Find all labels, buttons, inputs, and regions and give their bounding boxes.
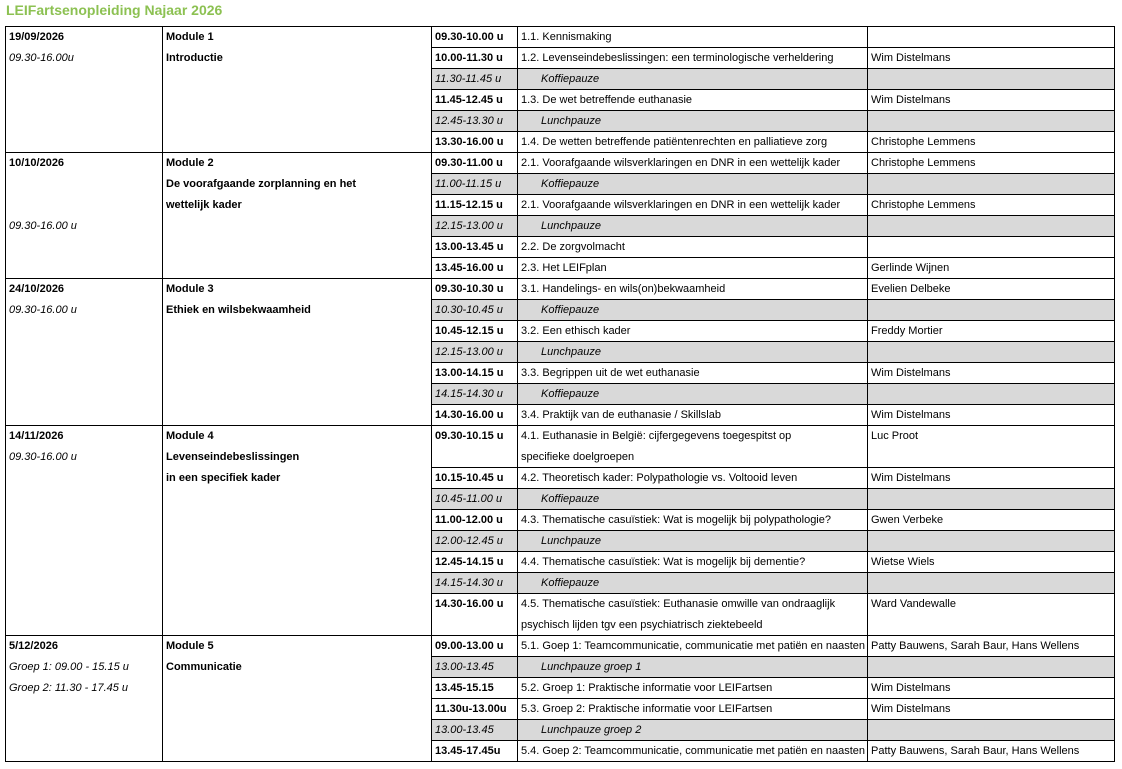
module-name-cell <box>162 153 432 278</box>
module-label: Module 4 <box>166 430 214 442</box>
session-time: 12.45-14.15 u <box>435 556 504 568</box>
session-subject: Lunchpauze groep 1 <box>541 661 642 673</box>
module-date-cell <box>6 153 162 278</box>
session-time: 09.00-13.00 u <box>435 640 504 652</box>
module-name: Communicatie <box>166 661 242 673</box>
session-subject-cell <box>517 153 867 173</box>
session-speaker-cell <box>867 573 1114 593</box>
session-speaker: Evelien Delbeke <box>871 283 951 295</box>
session-subject-cell <box>517 510 867 530</box>
session-time: 11.15-12.15 u <box>435 199 503 211</box>
module-name-cell <box>162 636 432 761</box>
session-row <box>431 131 1115 153</box>
session-subject-cell <box>517 216 867 236</box>
session-subject: 1.1. Kennismaking <box>521 31 612 43</box>
module-name: De voorafgaande zorplanning en het <box>166 178 357 190</box>
session-speaker <box>871 489 1114 510</box>
session-subject: specifieke doelgroepen <box>521 451 635 463</box>
module-time: 09.30-16.00u <box>9 52 74 64</box>
session-row <box>431 320 1115 342</box>
session-row <box>431 26 1115 48</box>
module-time: Groep 2: 11.30 - 17.45 u <box>9 682 129 694</box>
session-subject-cell <box>517 531 867 551</box>
session-subject-cell <box>517 237 867 257</box>
session-speaker-cell <box>867 90 1114 110</box>
session-speaker: Wim Distelmans <box>871 472 951 484</box>
module-date: 24/10/2026 <box>9 283 65 295</box>
session-time: 09.30-10.15 u <box>435 430 504 442</box>
module-name: Levenseindebeslissingen <box>166 451 300 463</box>
session-subject-cell <box>517 48 867 68</box>
session-subject: Koffiepauze <box>541 178 600 190</box>
session-time-cell <box>432 699 517 719</box>
session-subject-cell <box>517 27 867 47</box>
break-row <box>431 68 1115 90</box>
session-subject: Lunchpauze <box>541 220 601 232</box>
session-time: 13.30-16.00 u <box>435 136 504 148</box>
session-speaker <box>871 531 1114 552</box>
break-row <box>431 383 1115 405</box>
session-subject: 2.2. De zorgvolmacht <box>521 241 625 253</box>
session-row <box>431 509 1115 531</box>
session-time: 14.30-16.00 u <box>435 409 504 421</box>
session-time-cell <box>432 363 517 383</box>
session-subject: Koffiepauze <box>541 73 600 85</box>
session-time-cell <box>432 279 517 299</box>
module-label: Module 3 <box>166 283 214 295</box>
break-row <box>431 572 1115 594</box>
session-speaker-cell <box>867 321 1114 341</box>
session-time: 09.30-10.30 u <box>435 283 504 295</box>
session-speaker-cell <box>867 741 1114 761</box>
session-time-cell <box>432 321 517 341</box>
session-subject: 1.3. De wet betreffende euthanasie <box>521 94 693 106</box>
session-speaker-cell <box>867 510 1114 530</box>
session-time: 13.45-15.15 <box>435 682 494 694</box>
session-speaker-cell <box>867 468 1114 488</box>
session-time-cell <box>432 489 517 509</box>
break-row <box>431 530 1115 552</box>
session-subject-cell <box>517 195 867 215</box>
session-time-cell <box>432 678 517 698</box>
session-time-cell <box>432 342 517 362</box>
session-row <box>431 236 1115 258</box>
session-row <box>431 152 1115 174</box>
session-speaker: Christophe Lemmens <box>871 199 976 211</box>
session-speaker <box>871 216 1114 237</box>
session-speaker-cell <box>867 111 1114 131</box>
module-name: wettelijk kader <box>166 199 242 211</box>
session-subject: 4.3. Thematische casuïstiek: Wat is mogelijk bij polypathologie? <box>521 514 831 526</box>
session-row <box>431 425 1115 468</box>
spacer <box>9 174 162 195</box>
module-date: 5/12/2026 <box>9 640 58 652</box>
session-time: 11.45-12.45 u <box>435 94 503 106</box>
session-time-cell <box>432 216 517 236</box>
session-time-cell <box>432 426 517 467</box>
session-speaker <box>871 573 1114 594</box>
session-subject-cell <box>517 132 867 152</box>
session-time: 13.45-17.45u <box>435 745 501 757</box>
session-subject: Lunchpauze <box>541 535 601 547</box>
session-subject: Koffiepauze <box>541 577 600 589</box>
session-subject: 4.4. Thematische casuïstiek: Wat is mogelijk bij dementie? <box>521 556 806 568</box>
session-time-cell <box>432 468 517 488</box>
session-subject: Lunchpauze <box>541 346 601 358</box>
session-subject: psychisch lijden tgv een psychiatrisch ziektebeeld <box>521 619 763 631</box>
module-time: 09.30-16.00 u <box>9 451 77 463</box>
session-subject: 1.2. Levenseindebeslissingen: een terminologische verheldering <box>521 52 834 64</box>
session-speaker <box>871 720 1114 741</box>
session-speaker-cell <box>867 678 1114 698</box>
session-time-cell <box>432 69 517 89</box>
module-block <box>5 425 432 636</box>
session-subject-cell <box>517 258 867 278</box>
session-speaker-cell <box>867 384 1114 404</box>
session-speaker: Luc Proot <box>871 430 919 442</box>
session-speaker <box>871 174 1114 195</box>
session-time: 14.15-14.30 u <box>435 388 503 400</box>
session-speaker-cell <box>867 300 1114 320</box>
session-speaker-cell <box>867 489 1114 509</box>
session-speaker <box>871 27 1114 48</box>
session-time: 10.15-10.45 u <box>435 472 504 484</box>
session-speaker <box>871 69 1114 90</box>
session-subject-cell <box>517 720 867 740</box>
module-name: Ethiek en wilsbekwaamheid <box>166 304 311 316</box>
session-speaker-cell <box>867 720 1114 740</box>
session-speaker: Gwen Verbeke <box>871 514 944 526</box>
session-row <box>431 194 1115 216</box>
session-time: 12.45-13.30 u <box>435 115 503 127</box>
module-block <box>5 152 432 279</box>
session-row <box>431 467 1115 489</box>
break-row <box>431 299 1115 321</box>
session-subject: 5.3. Groep 2: Praktische informatie voor LEIFartsen <box>521 703 773 715</box>
session-subject: 5.1. Goep 1: Teamcommunicatie, communicatie met patiën en naasten <box>521 640 866 652</box>
module-block <box>5 278 432 426</box>
session-time-cell <box>432 237 517 257</box>
session-speaker-cell <box>867 531 1114 551</box>
session-subject: Lunchpauze <box>541 115 601 127</box>
session-time: 14.15-14.30 u <box>435 577 503 589</box>
session-speaker: Freddy Mortier <box>871 325 943 337</box>
session-speaker-cell <box>867 363 1114 383</box>
session-speaker-cell <box>867 258 1114 278</box>
session-speaker: Wim Distelmans <box>871 94 951 106</box>
session-speaker-cell <box>867 699 1114 719</box>
page-title: LEIFartsenopleiding Najaar 2026 <box>6 2 223 18</box>
module-label: Module 1 <box>166 31 214 43</box>
session-time-cell <box>432 636 517 656</box>
session-time: 09.30-11.00 u <box>435 157 503 169</box>
session-row <box>431 635 1115 657</box>
session-time: 12.15-13.00 u <box>435 346 503 358</box>
session-speaker-cell <box>867 342 1114 362</box>
session-speaker-cell <box>867 195 1114 215</box>
session-speaker-cell <box>867 657 1114 677</box>
session-time-cell <box>432 552 517 572</box>
module-name-cell <box>162 426 432 635</box>
session-subject: 2.1. Voorafgaande wilsverklaringen en DNR in een wettelijk kader <box>521 199 841 211</box>
session-subject: Lunchpauze groep 2 <box>541 724 642 736</box>
session-time-cell <box>432 531 517 551</box>
session-speaker <box>871 342 1114 363</box>
session-speaker <box>871 657 1114 678</box>
session-subject: Koffiepauze <box>541 388 600 400</box>
session-subject-cell <box>517 69 867 89</box>
session-speaker <box>871 111 1114 132</box>
session-subject: 3.4. Praktijk van de euthanasie / Skillslab <box>521 409 721 421</box>
session-row <box>431 362 1115 384</box>
session-row <box>431 677 1115 699</box>
module-date-cell <box>6 279 162 425</box>
session-subject-cell <box>517 405 867 425</box>
session-time: 11.30-11.45 u <box>435 73 502 85</box>
session-time: 13.00-13.45 <box>435 661 494 673</box>
spacer <box>9 195 162 216</box>
session-time-cell <box>432 153 517 173</box>
session-time: 12.00-12.45 u <box>435 535 503 547</box>
session-speaker <box>871 384 1114 405</box>
session-speaker-cell <box>867 279 1114 299</box>
session-time-cell <box>432 510 517 530</box>
session-speaker <box>871 300 1114 321</box>
session-subject-cell <box>517 741 867 761</box>
session-time: 10.45-11.00 u <box>435 493 503 505</box>
session-speaker-cell <box>867 27 1114 47</box>
session-time: 13.00-14.15 u <box>435 367 504 379</box>
module-date-cell <box>6 426 162 635</box>
session-speaker-cell <box>867 216 1114 236</box>
break-row <box>431 110 1115 132</box>
session-subject-cell <box>517 594 867 635</box>
session-subject: 3.2. Een ethisch kader <box>521 325 631 337</box>
session-subject-cell <box>517 552 867 572</box>
session-time: 12.15-13.00 u <box>435 220 503 232</box>
session-subject: 2.1. Voorafgaande wilsverklaringen en DNR in een wettelijk kader <box>521 157 841 169</box>
session-time-cell <box>432 573 517 593</box>
session-speaker-cell <box>867 426 1114 467</box>
session-speaker: Patty Bauwens, Sarah Baur, Hans Wellens <box>871 640 1080 652</box>
session-time-cell <box>432 132 517 152</box>
session-subject-cell <box>517 573 867 593</box>
module-date-cell <box>6 27 162 152</box>
session-time-cell <box>432 27 517 47</box>
module-date: 19/09/2026 <box>9 31 65 43</box>
session-subject-cell <box>517 636 867 656</box>
session-speaker-cell <box>867 552 1114 572</box>
session-row <box>431 257 1115 279</box>
session-time-cell <box>432 195 517 215</box>
session-time: 13.00-13.45 u <box>435 241 504 253</box>
session-subject: 3.1. Handelings- en wils(on)bekwaamheid <box>521 283 726 295</box>
session-row <box>431 47 1115 69</box>
session-subject-cell <box>517 174 867 194</box>
session-time-cell <box>432 384 517 404</box>
session-time: 10.30-10.45 u <box>435 304 503 316</box>
session-subject-cell <box>517 342 867 362</box>
session-speaker: Wim Distelmans <box>871 703 951 715</box>
session-speaker: Wietse Wiels <box>871 556 935 568</box>
session-subject-cell <box>517 300 867 320</box>
session-time-cell <box>432 300 517 320</box>
session-time-cell <box>432 111 517 131</box>
session-subject-cell <box>517 279 867 299</box>
session-subject-cell <box>517 678 867 698</box>
session-subject-cell <box>517 363 867 383</box>
session-row <box>431 89 1115 111</box>
session-speaker-cell <box>867 405 1114 425</box>
session-time: 11.30u-13.00u <box>435 703 507 715</box>
session-speaker: Gerlinde Wijnen <box>871 262 950 274</box>
session-subject: 5.2. Groep 1: Praktische informatie voor LEIFartsen <box>521 682 773 694</box>
break-row <box>431 488 1115 510</box>
session-speaker-cell <box>867 174 1114 194</box>
session-speaker-cell <box>867 153 1114 173</box>
session-time: 11.00-11.15 u <box>435 178 502 190</box>
session-time: 10.00-11.30 u <box>435 52 503 64</box>
session-speaker: Wim Distelmans <box>871 682 951 694</box>
session-row <box>431 740 1115 762</box>
break-row <box>431 656 1115 678</box>
session-subject: 2.3. Het LEIFplan <box>521 262 607 274</box>
session-row <box>431 551 1115 573</box>
session-subject-cell <box>517 321 867 341</box>
session-speaker-cell <box>867 237 1114 257</box>
module-block <box>5 635 432 762</box>
session-subject: 3.3. Begrippen uit de wet euthanasie <box>521 367 700 379</box>
session-subject: Koffiepauze <box>541 304 600 316</box>
session-time-cell <box>432 657 517 677</box>
module-time: 09.30-16.00 u <box>9 304 77 316</box>
session-subject: 4.2. Theoretisch kader: Polypathologie vs. Voltooid leven <box>521 472 798 484</box>
session-subject-cell <box>517 489 867 509</box>
session-time-cell <box>432 405 517 425</box>
session-time-cell <box>432 258 517 278</box>
break-row <box>431 173 1115 195</box>
session-subject: Koffiepauze <box>541 493 600 505</box>
session-subject-cell <box>517 699 867 719</box>
session-subject-cell <box>517 657 867 677</box>
break-row <box>431 719 1115 741</box>
session-time: 14.30-16.00 u <box>435 598 504 610</box>
module-name-cell <box>162 27 432 152</box>
session-time: 09.30-10.00 u <box>435 31 504 43</box>
session-time: 11.00-12.00 u <box>435 514 503 526</box>
module-name: in een specifiek kader <box>166 472 281 484</box>
session-speaker: Christophe Lemmens <box>871 136 976 148</box>
session-subject-cell <box>517 468 867 488</box>
session-time-cell <box>432 174 517 194</box>
session-subject: 4.5. Thematische casuïstiek: Euthanasie omwille van ondraaglijk <box>521 598 836 610</box>
session-speaker-cell <box>867 48 1114 68</box>
session-row <box>431 404 1115 426</box>
session-subject-cell <box>517 90 867 110</box>
session-row <box>431 698 1115 720</box>
session-row <box>431 278 1115 300</box>
session-subject: 1.4. De wetten betreffende patiëntenrechten en palliatieve zorg <box>521 136 828 148</box>
session-speaker: Ward Vandewalle <box>871 598 956 610</box>
session-subject-cell <box>517 426 867 467</box>
session-time-cell <box>432 720 517 740</box>
session-time-cell <box>432 594 517 635</box>
session-row <box>431 593 1115 636</box>
session-speaker: Wim Distelmans <box>871 409 951 421</box>
break-row <box>431 215 1115 237</box>
module-date: 14/11/2026 <box>9 430 64 442</box>
module-block <box>5 26 432 153</box>
session-subject: 4.1. Euthanasie in België: cijfergegevens toegespitst op <box>521 430 792 442</box>
session-speaker-cell <box>867 132 1114 152</box>
module-time: 09.30-16.00 u <box>9 220 77 232</box>
session-speaker-cell <box>867 69 1114 89</box>
module-label: Module 5 <box>166 640 214 652</box>
session-subject-cell <box>517 111 867 131</box>
module-label: Module 2 <box>166 157 214 169</box>
session-speaker: Patty Bauwens, Sarah Baur, Hans Wellens <box>871 745 1080 757</box>
session-speaker: Wim Distelmans <box>871 52 951 64</box>
session-speaker: Christophe Lemmens <box>871 157 976 169</box>
module-name: Introductie <box>166 52 223 64</box>
session-subject: 5.4. Goep 2: Teamcommunicatie, communicatie met patiën en naasten <box>521 745 866 757</box>
session-time: 13.45-16.00 u <box>435 262 504 274</box>
session-time: 10.45-12.15 u <box>435 325 504 337</box>
session-speaker-cell <box>867 636 1114 656</box>
session-time-cell <box>432 48 517 68</box>
session-speaker-cell <box>867 594 1114 635</box>
module-time: Groep 1: 09.00 - 15.15 u <box>9 661 129 673</box>
session-time-cell <box>432 741 517 761</box>
session-speaker: Wim Distelmans <box>871 367 951 379</box>
session-time: 13.00-13.45 <box>435 724 494 736</box>
module-name-cell <box>162 279 432 425</box>
session-time-cell <box>432 90 517 110</box>
module-date-cell <box>6 636 162 761</box>
session-subject-cell <box>517 384 867 404</box>
session-speaker <box>871 237 1114 258</box>
module-date: 10/10/2026 <box>9 157 65 169</box>
break-row <box>431 341 1115 363</box>
